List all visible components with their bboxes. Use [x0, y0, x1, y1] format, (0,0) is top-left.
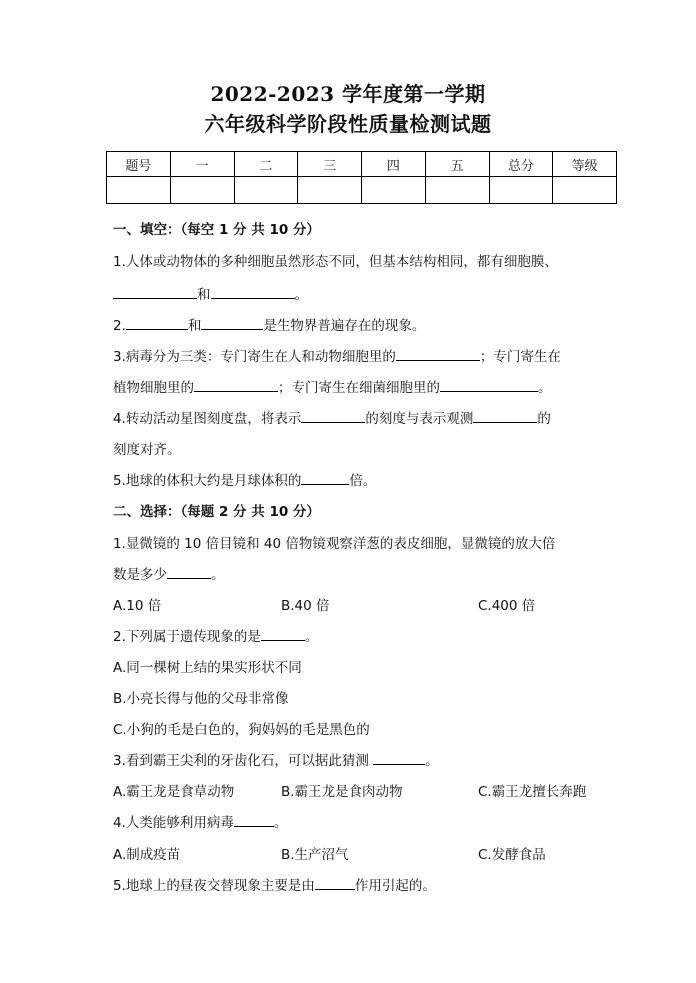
- answer-blank[interactable]: [301, 408, 365, 423]
- score-cell: [489, 177, 553, 204]
- choice-q4-option-c: C.发酵食品: [478, 847, 546, 863]
- fill-q2-text: 是生物界普遍存在的现象。: [263, 318, 426, 334]
- choice-q1-text: 。: [211, 567, 225, 583]
- choice-q1-line1: [113, 532, 555, 552]
- answer-blank[interactable]: [211, 284, 295, 299]
- score-header-cell: 一: [170, 152, 234, 177]
- choice-q3-option-a: A.霸王龙是食草动物: [113, 784, 235, 800]
- choice-q1-option-c: C.400 倍: [478, 598, 536, 614]
- fill-q4-line2: [113, 438, 181, 458]
- fill-q3-text: 3.病毒分为三类：专门寄生在人和动物细胞里的: [113, 349, 396, 365]
- choice-q3-text: 。: [425, 753, 439, 769]
- choice-q4-option-a: A.制成疫苗: [113, 847, 181, 863]
- fill-q4-line1: [113, 407, 551, 427]
- choice-q1-text: 数是多少: [113, 567, 167, 583]
- section-fill-in-heading: 一、填空：（每空 1 分 共 10 分）: [113, 222, 320, 238]
- score-cell: [425, 177, 489, 204]
- choice-q4-text: 。: [273, 815, 288, 831]
- score-table: [106, 151, 617, 204]
- score-header-cell: 二: [234, 152, 298, 177]
- score-cell: [553, 177, 617, 204]
- score-table-header-row: [107, 152, 617, 177]
- answer-blank[interactable]: [440, 377, 538, 392]
- answer-blank[interactable]: [473, 408, 537, 423]
- choice-q4-option-b: B.生产沼气: [281, 847, 349, 863]
- answer-blank[interactable]: [315, 875, 355, 890]
- score-header-cell: 总分: [489, 152, 553, 177]
- section-choice-heading: 二、选择：（每题 2 分 共 10 分）: [113, 504, 320, 520]
- fill-q2-line: [113, 314, 425, 334]
- answer-blank[interactable]: [167, 564, 211, 579]
- choice-q1-option-a: A.10 倍: [113, 598, 162, 614]
- answer-blank[interactable]: [126, 315, 188, 330]
- fill-q4-text: 刻度对齐。: [113, 442, 181, 458]
- fill-q3-line1: [113, 345, 561, 365]
- choice-q3-line: [113, 749, 439, 769]
- score-cell: [170, 177, 234, 204]
- choice-q5-line: [113, 874, 436, 894]
- answer-blank[interactable]: [301, 470, 349, 485]
- answer-blank[interactable]: [194, 377, 278, 392]
- choice-q5-text: 5.地球上的昼夜交替现象主要是由: [113, 878, 315, 894]
- score-header-cell: 三: [298, 152, 362, 177]
- score-cell: [362, 177, 426, 204]
- fill-q4-text: 的刻度与表示观测: [365, 411, 474, 427]
- answer-blank[interactable]: [373, 750, 425, 765]
- fill-q2-text: 和: [187, 318, 202, 334]
- fill-q1-line2: [113, 283, 308, 303]
- fill-q3-text: ；专门寄生在: [479, 349, 561, 365]
- choice-q2-line: [113, 625, 318, 645]
- fill-q3-text: 植物细胞里的: [113, 380, 194, 396]
- fill-q5-line: [113, 469, 376, 489]
- choice-q2-option-b: B.小亮长得与他的父母非常像: [113, 691, 289, 707]
- fill-q1-line1: [113, 250, 558, 270]
- choice-q4-text: 4.人类能够利用病毒: [113, 815, 234, 831]
- answer-blank[interactable]: [113, 284, 197, 299]
- score-cell: [234, 177, 298, 204]
- fill-q2-text: 2.: [113, 318, 126, 334]
- choice-q3-option-b: B.霸王龙是食肉动物: [281, 784, 403, 800]
- answer-blank[interactable]: [201, 315, 263, 330]
- fill-q5-text: 5.地球的体积大约是月球体积的: [113, 473, 302, 489]
- choice-q3-text: 3.看到霸王尖利的牙齿化石，可以据此猜测: [113, 753, 374, 769]
- answer-blank[interactable]: [261, 626, 305, 641]
- fill-q3-text: 。: [538, 380, 552, 396]
- choice-q1-text: 1.显微镜的 10 倍目镜和 40 倍物镜观察洋葱的表皮细胞，显微镜的放大倍: [113, 536, 556, 552]
- fill-q4-text: 的: [537, 411, 551, 427]
- fill-q5-text: 倍。: [349, 473, 377, 489]
- answer-blank[interactable]: [396, 346, 480, 361]
- score-header-cell: 题号: [107, 152, 171, 177]
- fill-q1-text: 。: [294, 287, 308, 303]
- choice-q5-text: 作用引起的。: [354, 878, 436, 894]
- score-header-cell: 等级: [553, 152, 617, 177]
- choice-q3-option-c: C.霸王龙擅长奔跑: [478, 784, 587, 800]
- score-cell: [298, 177, 362, 204]
- exam-title-subject: 六年级科学阶段性质量检测试题: [204, 112, 492, 136]
- choice-q4-line: [113, 811, 287, 831]
- fill-q4-text: 4.转动活动星图刻度盘，将表示: [113, 411, 302, 427]
- fill-q3-text: ；专门寄生在细菌细胞里的: [278, 380, 440, 396]
- score-header-cell: 四: [362, 152, 426, 177]
- choice-q2-text: 。: [304, 629, 319, 645]
- choice-q2-text: 2.下列属于遗传现象的是: [113, 629, 261, 645]
- choice-q1-option-b: B.40 倍: [281, 598, 330, 614]
- fill-q1-text: 和: [197, 287, 211, 303]
- choice-q2-option-c: C.小狗的毛是白色的，狗妈妈的毛是黑色的: [113, 722, 370, 738]
- fill-q1-text: 1.人体或动物体的多种细胞虽然形态不同，但基本结构相同，都有细胞膜、: [113, 254, 558, 270]
- score-cell: [107, 177, 171, 204]
- score-table-blank-row: [107, 177, 617, 204]
- exam-title-term: 2022-2023 学年度第一学期: [210, 82, 486, 106]
- answer-blank[interactable]: [234, 812, 274, 827]
- score-header-cell: 五: [425, 152, 489, 177]
- choice-q1-line2: [113, 563, 225, 583]
- fill-q3-line2: [113, 376, 552, 396]
- choice-q2-option-a: A.同一棵树上结的果实形状不同: [113, 660, 302, 676]
